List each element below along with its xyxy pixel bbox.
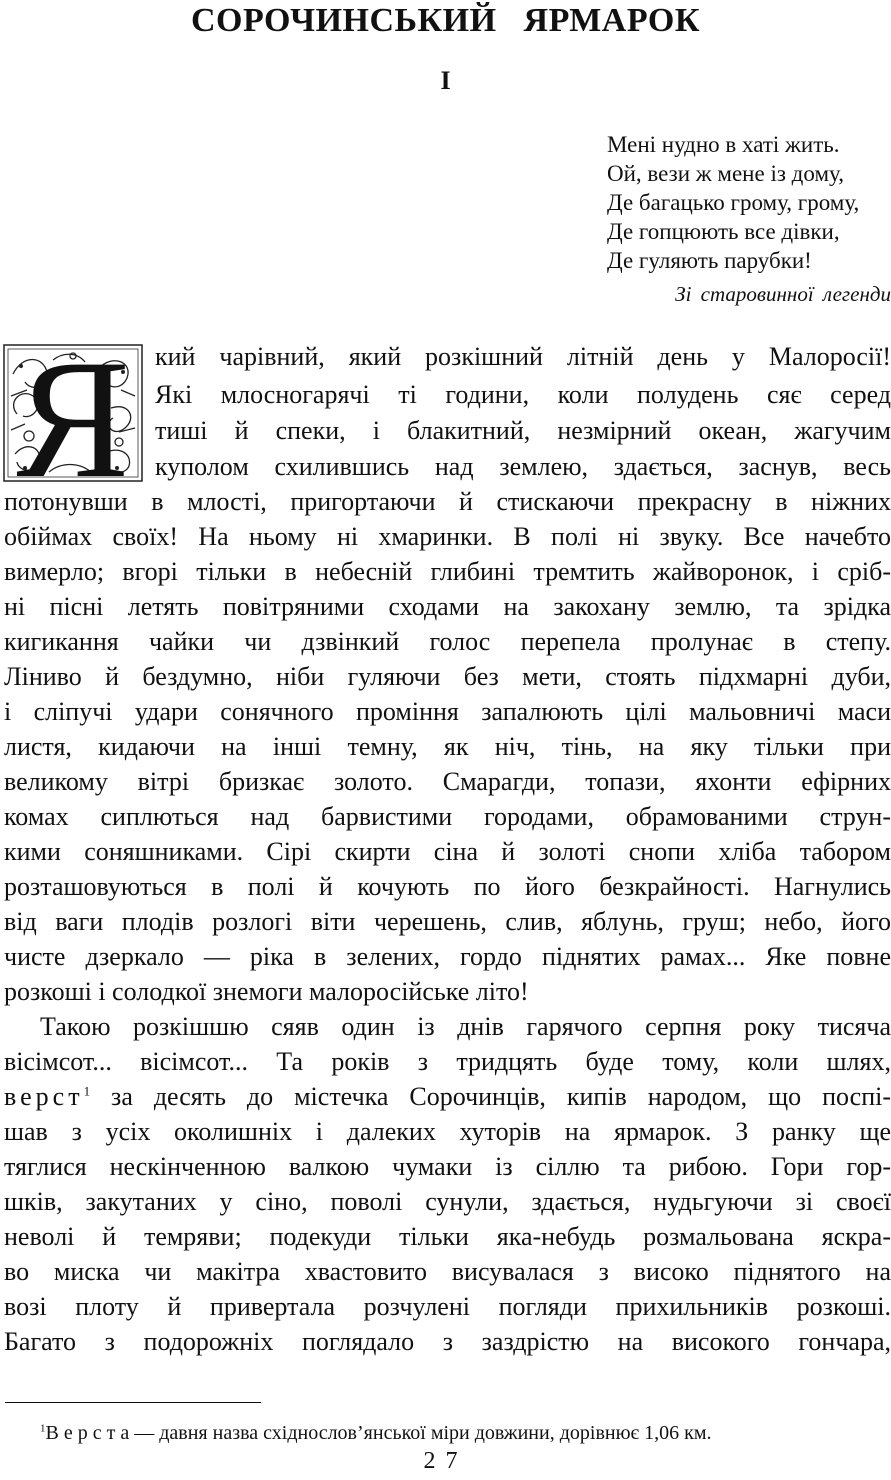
footnote-number: 1 [40, 1422, 46, 1435]
text-line: і сліпучі удари сонячного проміння запалюють цілі мальовничі маси [4, 697, 891, 726]
chapter-number: I [440, 66, 451, 95]
text-line: кий чарівний, який розкішний літній день у Малоросії! [155, 342, 891, 371]
text-line: комах сиплються над барвистими городами, обрамованими струн- [4, 802, 891, 831]
text-line: Багато з подорожніх поглядало з заздрістю на високого гончара, [4, 1327, 891, 1356]
text-line: Які млосногарячі ті години, коли полудень сяє серед [155, 380, 891, 409]
page-number: 27 [423, 1448, 468, 1474]
footnote-divider [5, 1402, 261, 1403]
footnote-term: В е р с т а [45, 1422, 130, 1444]
footnote [40, 1418, 891, 1448]
text-line [4, 1080, 891, 1114]
footnote-marker: 1 [83, 1083, 91, 1099]
text-line: від ваги плодів розлогі віти черешень, слив, яблунь, груш; небо, його [4, 907, 891, 936]
epigraph-line: Де гуляють парубки! [607, 248, 812, 273]
text-line: тяглися нескінченною валкою чумаки із сіллю та рибою. Гори гор- [4, 1152, 891, 1181]
text-line: розкоші і солодкої знемоги малоросійське літо! [4, 977, 529, 1006]
text-line: возі плоту й привертала розчулені погляди прихильників розкоші. [4, 1292, 891, 1321]
text-line-rest: за десять до містечка Сорочинців, кипів народом, що поспі- [111, 1082, 891, 1111]
text-line: Ліниво й бездумно, ніби гуляючи без мети, стоять підхмарні дуби, [4, 662, 891, 691]
text-line: вимерло; вгорі тільки в небесній глибині тремтить жайворонок, і сріб- [4, 557, 891, 586]
epigraph [607, 130, 891, 310]
text-line: Такою розкішшю сяяв один із днів гарячого серпня року тисяча [40, 1012, 891, 1041]
text-line: кими соняшниками. Сірі скирти сіна й золоті снопи хліба табором [4, 837, 891, 866]
text-line: чисте дзеркало — ріка в зелених, гордо піднятих рамах... Яке повне [4, 942, 891, 971]
text-line: потонувши в млості, пригортаючи й стискаючи прекрасну в ніжних [4, 487, 891, 516]
epigraph-line: Де багацько грому, грому, [607, 190, 860, 215]
text-line: шав з усіх околишніх і далеких хуторів на ярмарок. З ранку ще [4, 1117, 891, 1146]
text-line: во миска чи макітра хвастовито висувалася з високо піднятого на [4, 1257, 891, 1286]
epigraph-line: Де гопцюють все дівки, [607, 219, 840, 244]
epigraph-line: Мені нудно в хаті жить. [607, 132, 840, 157]
text-line: розташовуються в полі й кочують по його безкрайності. Нагнулись [4, 872, 891, 901]
page-title: СОРОЧИНСЬКИЙ ЯРМАРОК [190, 2, 701, 39]
text-line: великому вітрі бризкає золото. Смарагди, топази, яхонти ефірних [4, 767, 891, 796]
text-line: куполом схилившись над землею, здається, заснув, весь [155, 452, 891, 481]
text-line: неволі й темряви; подекуди тільки яка-небудь розмальована яскра- [4, 1222, 891, 1251]
footnote-text: — давня назва східнослов’янської міри довжини, дорівнює 1,06 км. [134, 1422, 712, 1444]
epigraph-line: Ой, вези ж мене із дому, [607, 161, 844, 186]
text-line: шків, закутаних у сіно, поволі сунули, здається, нудьгуючи зі своєї [4, 1187, 891, 1216]
epigraph-source: Зі старовинної легенди [675, 282, 891, 306]
text-line: обіймах своїх! На ньому ні хмаринки. В полі ні звуку. Все начебто [4, 522, 891, 551]
footnote-term: верст [4, 1082, 84, 1111]
text-line: вісімсот... вісімсот... Та років з тридцять буде тому, коли шлях, [4, 1047, 891, 1076]
ornamental-drop-cap [3, 344, 143, 482]
floral-ornament-icon [3, 344, 143, 482]
text-line: листя, кидаючи на інші темну, як ніч, тінь, на яку тільки при [4, 732, 891, 761]
drop-cap-letter: Я [16, 344, 130, 482]
text-line: ні пісні летять повітряними сходами на закохану землю, та зрідка [4, 592, 891, 621]
text-line: тиші й спеки, і блакитний, незмірний океан, жагучим [155, 416, 891, 445]
text-line: кигикання чайки чи дзвінкий голос перепела пролунає в степу. [4, 627, 891, 656]
